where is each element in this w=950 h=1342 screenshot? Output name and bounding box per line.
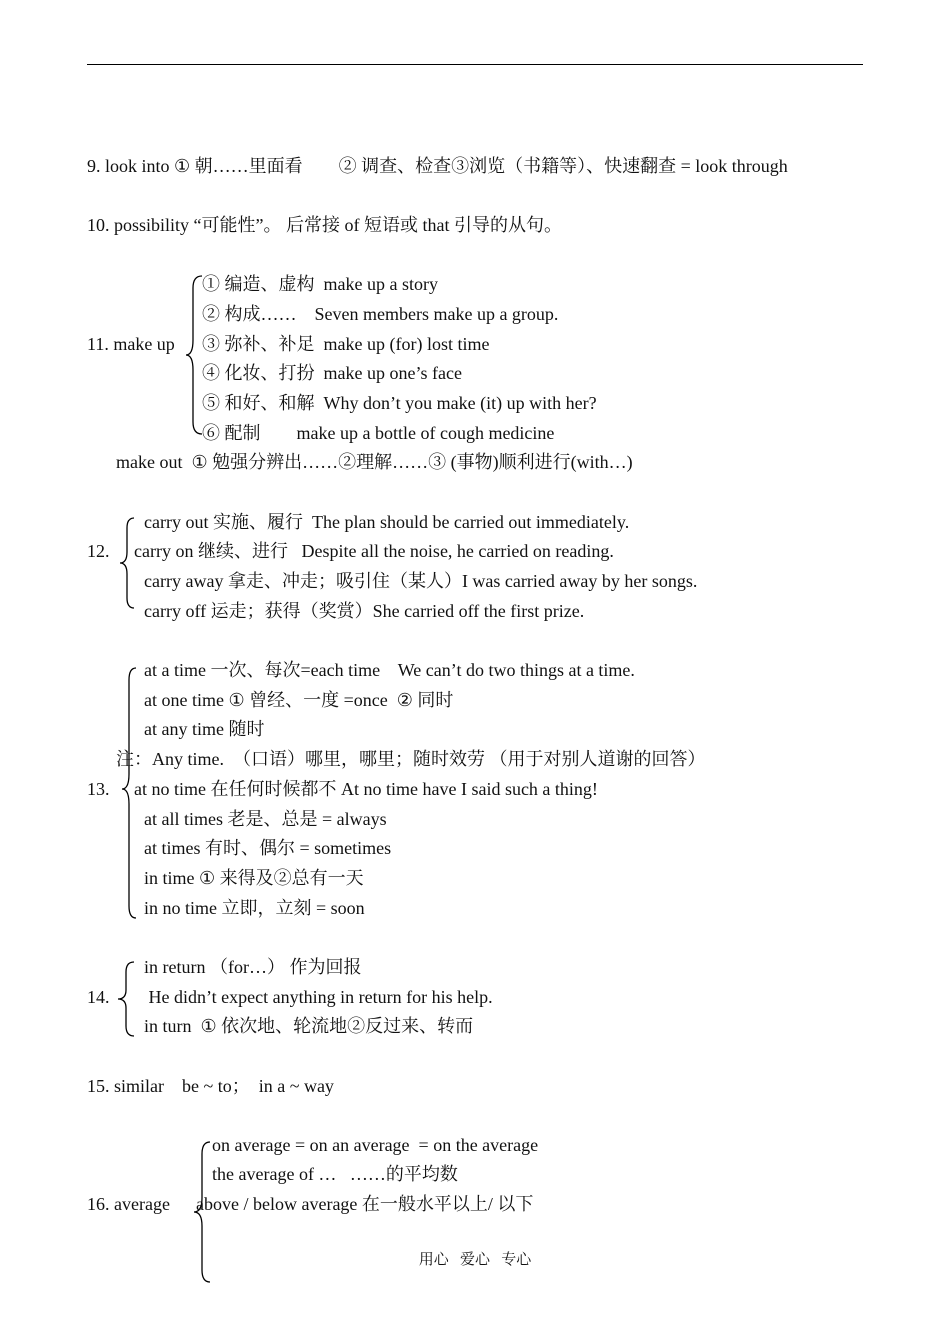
entry-12-head: 12. (87, 541, 110, 561)
entry-12-carry-off: carry off 运走；获得（奖赏）She carried off the first prize. (144, 601, 585, 621)
entry-11-head: 11. make up (87, 334, 175, 354)
entry-13-in-no-time: in no time 立即，立刻 = soon (144, 898, 365, 918)
entry-11-sense-5: ⑤ 和好、和解 Why don’t you make (it) up with her? (202, 393, 597, 413)
page-footer: 用心 爱心 专心 (418, 1252, 532, 1268)
entry-16-on-average: on average = on an average = on the average (212, 1135, 539, 1155)
entry-14-in-turn: in turn ① 依次地、轮流地②反过来、转而 (144, 1016, 474, 1036)
entry-16-above-below: above / below average 在一般水平以上/ 以下 (196, 1194, 534, 1214)
entry-11-make-out: make out ① 勉强分辨出……②理解……③ (事物)顺利进行(with…) (116, 452, 633, 472)
entry-14-in-return: in return （for…） 作为回报 (144, 957, 362, 977)
brace-14 (116, 960, 136, 1038)
entry-12-carry-on: carry on 继续、进行 Despite all the noise, he carried on reading. (134, 541, 614, 561)
entry-12-carry-away: carry away 拿走、冲走；吸引住（某人）I was carried away by her songs. (144, 571, 698, 591)
entry-10-possibility: 10. possibility “可能性”。 后常接 of 短语或 that 引导的从句。 (87, 215, 562, 235)
entry-12-carry-out: carry out 实施、履行 The plan should be carried out immediately. (144, 512, 630, 532)
entry-16-average-of: the average of … ……的平均数 (212, 1164, 458, 1184)
entry-13-head: 13. (87, 779, 110, 799)
entry-15-similar: 15. similar be ~ to； in a ~ way (87, 1076, 334, 1096)
brace-11 (184, 274, 204, 436)
entry-13-at-any-time: at any time 随时 (144, 719, 265, 739)
entry-14-example: He didn’t expect anything in return for his help. (144, 987, 493, 1007)
entry-9-look-into: 9. look into ① 朝……里面看 ② 调查、检查③浏览（书籍等）、快速翻查 = look through (87, 156, 788, 176)
entry-13-at-one-time: at one time ① 曾经、一度 =once ② 同时 (144, 690, 454, 710)
entry-13-at-no-time: at no time 在任何时候都不 At no time have I said such a thing! (134, 779, 598, 799)
entry-11-sense-6: ⑥ 配制 make up a bottle of cough medicine (202, 423, 555, 443)
entry-16-head: 16. average (87, 1194, 170, 1214)
entry-14-head: 14. (87, 987, 110, 1007)
entry-11-sense-4: ④ 化妆、打扮 make up one’s face (202, 363, 462, 383)
entry-13-in-time: in time ① 来得及②总有一天 (144, 868, 364, 888)
entry-11-sense-3: ③ 弥补、补足 make up (for) lost time (202, 334, 490, 354)
entry-13-at-a-time: at a time 一次、每次=each time We can’t do two things at a time. (144, 660, 635, 680)
entry-13-at-times: at times 有时、偶尔 = sometimes (144, 838, 392, 858)
entry-13-note: 注：Any time. （口语）哪里，哪里；随时效劳 （用于对别人道谢的回答） (116, 749, 706, 769)
entry-11-sense-2: ② 构成…… Seven members make up a group. (202, 304, 559, 324)
entry-11-sense-1: ① 编造、虚构 make up a story (202, 274, 438, 294)
brace-12 (118, 516, 138, 610)
entry-13-at-all-times: at all times 老是、总是 = always (144, 809, 387, 829)
header-rule (87, 64, 863, 65)
